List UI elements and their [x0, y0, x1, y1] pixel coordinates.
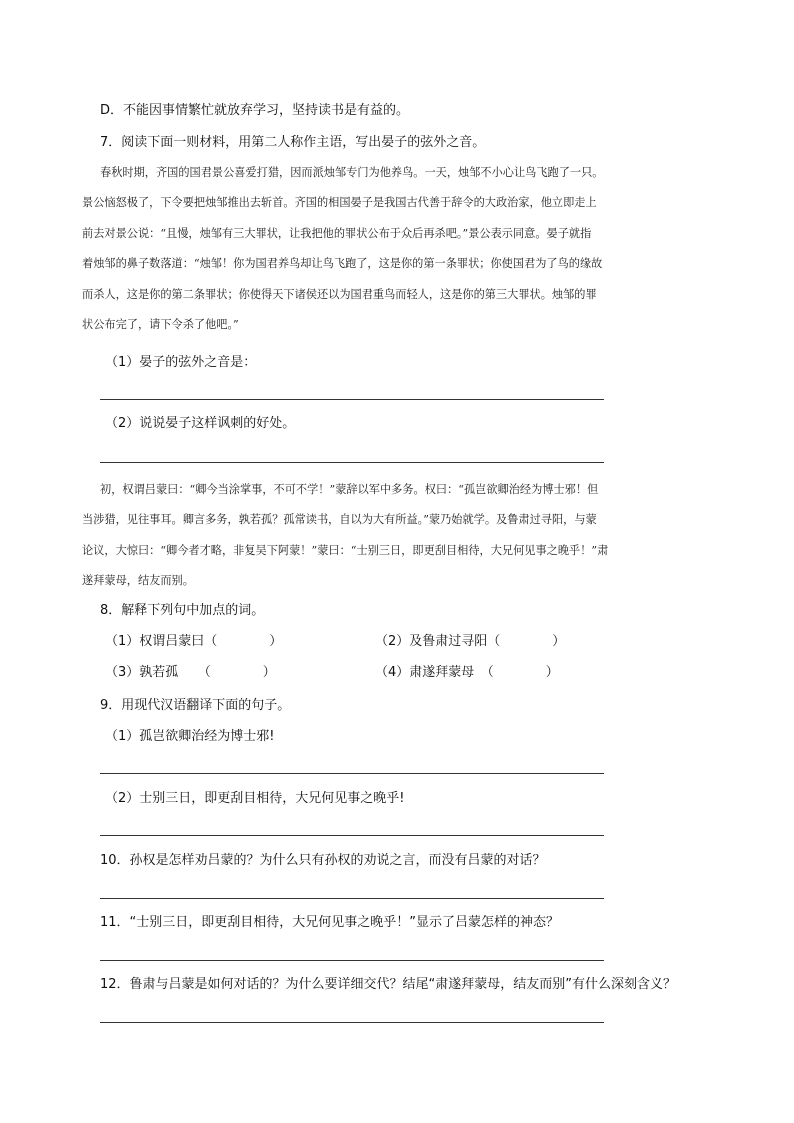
answer-line[interactable]	[100, 399, 604, 400]
answer-line[interactable]	[100, 462, 604, 463]
q8-item: （3）孰若孤 （ ）	[105, 665, 276, 680]
passage-line: 春秋时期，齐国的国君景公喜爱打猎，因而派烛邹专门为他养鸟。一天，烛邹不小心让鸟飞跑了一只。	[100, 166, 604, 179]
answer-line[interactable]	[100, 773, 604, 774]
q8-item: （2）及鲁肃过寻阳（ ）	[375, 634, 566, 649]
passage-line: 前去对景公说：“且慢，烛邹有三大罪状，让我把他的罪状公布于众后再杀吧。”景公表示同意。晏子就指	[82, 227, 592, 240]
q10-prompt: 10．孙权是怎样劝吕蒙的？为什么只有孙权的劝说之言，而没有吕蒙的对话？	[100, 853, 546, 868]
q6-option-d: D．不能因事情繁忙就放弃学习，坚持读书是有益的。	[100, 103, 410, 118]
passage-line: 而杀人，这是你的第二条罪状；你使得天下诸侯还以为国君重鸟而轻人，这是你的第三大罪状。烛邹的罪	[82, 288, 597, 301]
passage-line: 论议，大惊曰：“卿今者才略，非复吴下阿蒙！”蒙曰：“士别三日，即更刮目相待，大兄何见事之晚乎！”肃	[82, 544, 609, 557]
answer-line[interactable]	[100, 835, 604, 836]
passage-line: 景公恼怒极了，下令要把烛邹推出去斩首。齐国的相国晏子是我国古代善于辞令的大政治家，他立即走上	[82, 196, 597, 209]
q7-prompt: 7．阅读下面一则材料，用第二人称作主语，写出晏子的弦外之音。	[100, 135, 486, 150]
q9-sub1: （1）孤岂欲卿治经为博士邪!	[105, 729, 275, 744]
passage-line: 遂拜蒙母，结友而别。	[82, 574, 194, 587]
answer-line[interactable]	[100, 960, 604, 961]
passage-line: 当涉猎，见往事耳。卿言多务，孰若孤？孤常读书，自以为大有所益。”蒙乃始就学。及鲁肃过寻阳，与蒙	[82, 513, 597, 526]
q7-sub2: （2）说说晏子这样讽刺的好处。	[105, 416, 296, 431]
q12-prompt: 12．鲁肃与吕蒙是如何对话的？为什么要详细交代？结尾“肃遂拜蒙母，结友而别”有什么深刻含义？	[100, 977, 677, 992]
passage-line: 初，权谓吕蒙曰：“卿今当涂掌事，不可不学！”蒙辞以军中多务。权曰：“孤岂欲卿治经为博士邪！但	[100, 483, 599, 496]
answer-line[interactable]	[100, 898, 604, 899]
q8-item: （4）肃遂拜蒙母 （ ）	[375, 665, 559, 680]
q9-sub2: （2）士别三日，即更刮目相待，大兄何见事之晚乎!	[105, 791, 405, 806]
q9-prompt: 9．用现代汉语翻译下面的句子。	[100, 698, 291, 713]
passage-line: 着烛邹的鼻子数落道：“烛邹！你为国君养鸟却让鸟飞跑了，这是你的第一条罪状；你使国君为了鸟的缘故	[82, 257, 603, 270]
answer-line[interactable]	[100, 1022, 604, 1023]
q7-sub1: （1）晏子的弦外之音是：	[105, 355, 257, 370]
q8-item: （1）权谓吕蒙曰（ ）	[105, 634, 283, 649]
passage-line: 状公布完了，请下令杀了他吧。”	[82, 318, 239, 331]
q8-prompt: 8．解释下列句中加点的词。	[100, 603, 265, 618]
q11-prompt: 11．“士别三日，即更刮目相待，大兄何见事之晚乎！”显示了吕蒙怎样的神态？	[100, 915, 560, 930]
